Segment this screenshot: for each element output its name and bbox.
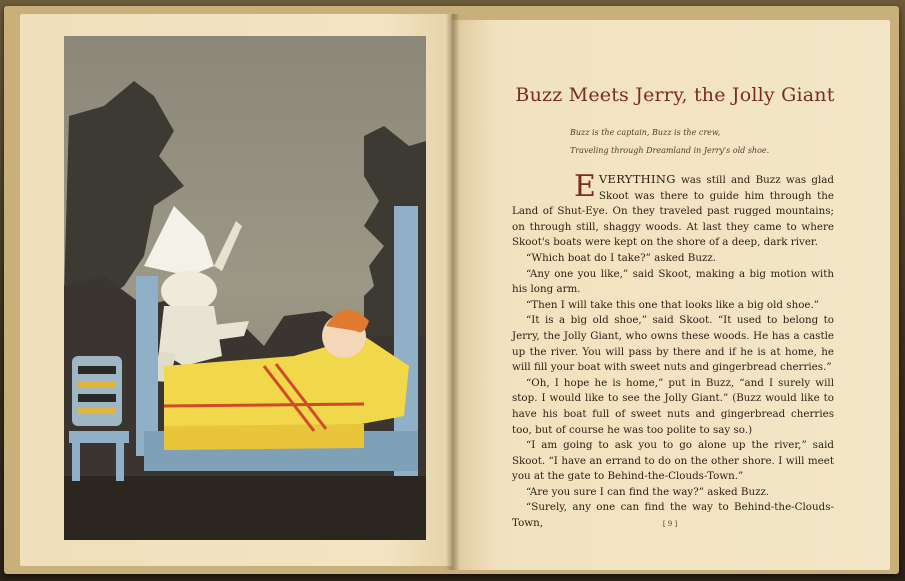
paragraph: “It is a big old shoe,” said Skoot. “It used to belong to Jerry, the Jolly Giant, who owns these woods. He has a castle up the river. You will pass by there and if he is at home, he will fill your boat with sweet nuts and gingerbread cherries.” bbox=[512, 314, 834, 374]
paragraph: “Oh, I hope he is home,” put in Buzz, “and I surely will stop. I would like to see the Jolly Giant.” (Buzz would like to have his boat full of sweet nuts and gingerbread cherries too, but of course he was too polite to say so.) bbox=[512, 376, 834, 436]
story-text bbox=[512, 169, 834, 532]
floor bbox=[64, 476, 426, 540]
chapter-title: Buzz Meets Jerry, the Jolly Giant bbox=[515, 84, 835, 106]
paragraph: “Are you sure I can find the way?” asked Buzz. bbox=[526, 485, 770, 498]
sleeping-child-elf-illustration bbox=[64, 36, 426, 540]
paragraph: “Any one you like,” said Skoot, making a big motion with his long arm. bbox=[512, 267, 834, 296]
paragraph: “I am going to ask you to go alone up the river,” said Skoot. “I have an errand to do on the other shore. I will meet you at the gate to Behind-the-Clouds-Town.” bbox=[512, 439, 834, 483]
verse-line-2: Traveling through Dreamland in Jerry's old shoe. bbox=[570, 146, 770, 155]
paragraph: “Which boat do I take?” asked Buzz. bbox=[526, 251, 717, 264]
verse-line-1: Buzz is the captain, Buzz is the crew, bbox=[570, 128, 721, 137]
page-number: [ 9 ] bbox=[662, 520, 678, 528]
blanket-fringe bbox=[164, 424, 364, 450]
drop-cap: E bbox=[574, 169, 596, 204]
first-word: VERYTHING bbox=[598, 172, 676, 186]
paragraph: “Surely, any one can find the way to Behind-the-Clouds-Town, bbox=[512, 501, 834, 530]
bed-post-left bbox=[136, 276, 158, 456]
paragraph-text: was still and Buzz was glad Skoot was there to guide him through the Land of Shut-Eye. On they traveled past rugged mountains; on through still, shaggy woods. At last they came to where Skoot's boats were kept on the shore of a deep, dark river. bbox=[512, 174, 834, 249]
paragraph: “Then I will take this one that looks like a big old shoe.” bbox=[526, 298, 820, 311]
paragraph-opening bbox=[512, 169, 834, 251]
book-gutter bbox=[446, 14, 460, 570]
